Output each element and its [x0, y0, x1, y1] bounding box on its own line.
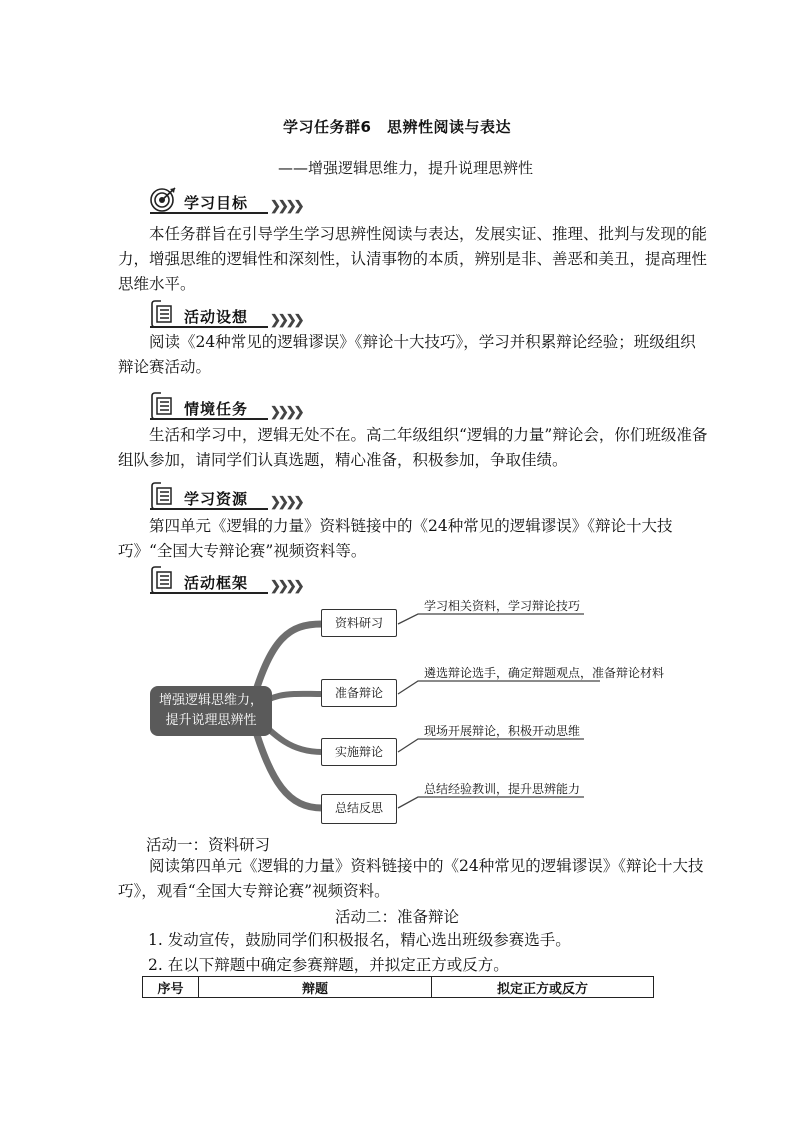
page-title: 学习任务群6 思辨性阅读与表达	[283, 118, 511, 136]
page-subtitle: ——增强逻辑思维力，提升说理思辨性	[278, 159, 534, 177]
divider	[150, 212, 268, 214]
branch-note: 总结经验教训，提升思辨能力	[424, 782, 581, 796]
section-label: 活动框架	[184, 574, 249, 592]
activity2-item: 2. 在以下辩题中确定参赛辩题，并拟定正方或反方。	[148, 956, 509, 974]
chevrons-icon: ❯❯❯❯	[270, 313, 302, 328]
section-header-resources	[148, 482, 308, 512]
section-header-design	[148, 300, 308, 330]
section-header-scenario	[148, 392, 308, 422]
list-icon	[148, 482, 178, 510]
debate-topic-table	[142, 976, 654, 998]
branch-note: 学习相关资料，学习辩论技巧	[424, 599, 581, 613]
chevrons-icon: ❯❯❯❯	[270, 579, 302, 594]
section-label: 学习资源	[184, 490, 249, 508]
section-label: 学习目标	[184, 194, 249, 212]
branch-node: 资料研习	[321, 609, 397, 637]
target-icon	[148, 186, 178, 214]
activity2-item: 1. 发动宣传，鼓励同学们积极报名，精心选出班级参赛选手。	[148, 931, 571, 949]
section-header-goals	[148, 186, 308, 216]
list-icon	[148, 392, 178, 420]
list-icon	[148, 300, 178, 328]
chevrons-icon: ❯❯❯❯	[270, 495, 302, 510]
center-line-2: 提升说理思辨性	[165, 713, 257, 728]
divider	[150, 592, 268, 594]
chevrons-icon: ❯❯❯❯	[270, 199, 302, 214]
section-label: 活动设想	[184, 308, 249, 326]
design-text: 阅读《24种常见的逻辑谬误》《辩论十大技巧》，学习并积累辩论经验；班级组织辩论赛活动。	[118, 333, 696, 376]
branch-node: 总结反思	[321, 794, 397, 824]
table-header-row	[143, 977, 654, 998]
divider	[150, 326, 268, 328]
activity2-heading: 活动二：准备辩论	[334, 908, 459, 926]
resources-text: 第四单元《逻辑的力量》资料链接中的《24种常见的逻辑谬误》《辩论十大技巧》“全国大专辩论赛”视频资料等。	[118, 517, 673, 560]
branch-node: 实施辩论	[321, 738, 397, 766]
activity1-heading: 活动一：资料研习	[146, 836, 271, 854]
goals-text: 本任务群旨在引导学生学习思辨性阅读与表达，发展实证、推理、批判与发现的能力，增强思维的逻辑性和深刻性，认清事物的本质，辨别是非、善恶和美丑，提高理性思维水平。	[118, 225, 708, 293]
list-icon	[148, 566, 178, 594]
scenario-text: 生活和学习中，逻辑无处不在。高二年级组织“逻辑的力量”辩论会，你们班级准备组队参加，请同学们认真选题，精心准备，积极参加，争取佳绩。	[118, 426, 708, 469]
table-header-cell: 辩题	[199, 977, 432, 998]
branch-note: 遴选辩论选手，确定辩题观点，准备辩论材料	[424, 666, 665, 680]
section-header-framework	[148, 566, 308, 596]
table-header-cell: 拟定正方或反方	[432, 977, 654, 998]
divider	[150, 508, 268, 510]
center-line-1: 增强逻辑思维力，	[158, 693, 263, 708]
section-label: 情境任务	[184, 400, 249, 418]
mindmap-center-node	[150, 686, 272, 736]
divider	[150, 418, 268, 420]
chevrons-icon: ❯❯❯❯	[270, 405, 302, 420]
branch-node: 准备辩论	[321, 679, 397, 707]
branch-note: 现场开展辩论，积极开动思维	[424, 724, 581, 738]
table-header-cell: 序号	[143, 977, 199, 998]
activity1-text: 阅读第四单元《逻辑的力量》资料链接中的《24种常见的逻辑谬误》《辩论十大技巧》，观看“全国大专辩论赛”视频资料。	[118, 857, 704, 900]
